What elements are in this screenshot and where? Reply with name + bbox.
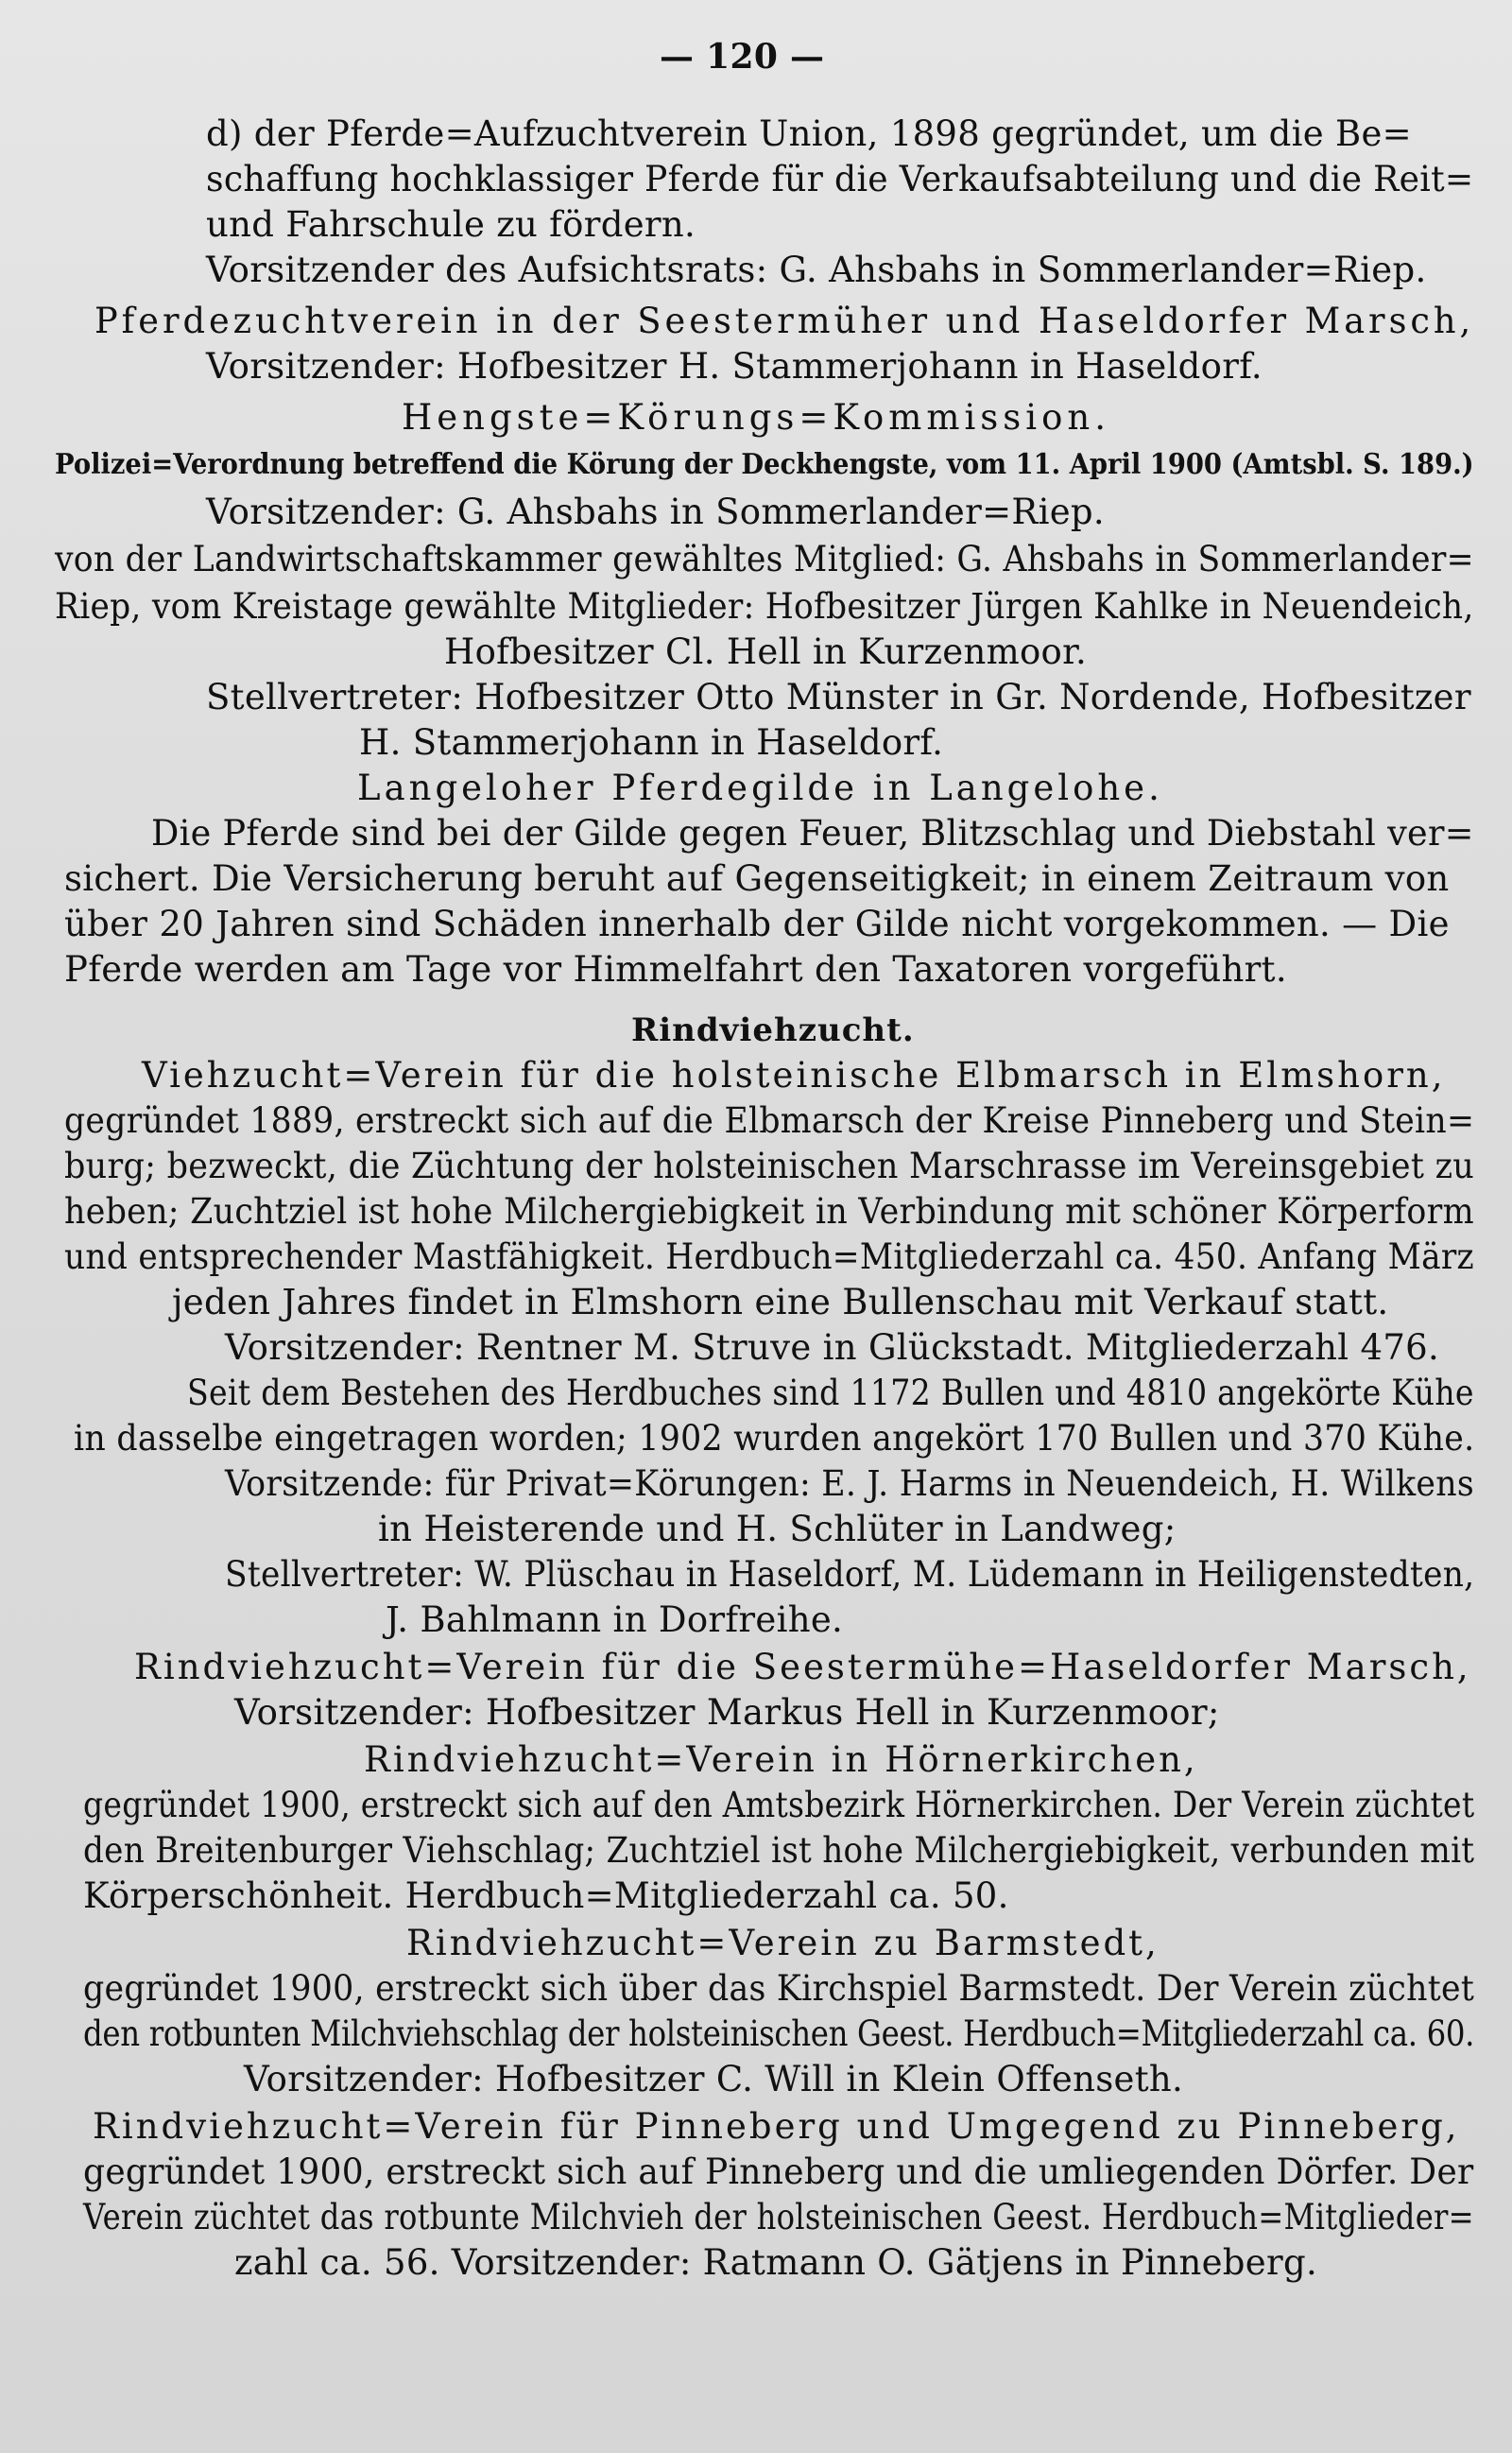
text-line: burg; bezweckt, die Züchtung der holsteinischen Marschrasse im Vereinsgebiet zu xyxy=(64,1146,1475,1186)
text-line: den rotbunten Milchviehschlag der holsteinischen Geest. Herdbuch=Mitgliederzahl ca. 60. xyxy=(83,2013,1475,2054)
text-line: Vorsitzender des Aufsichtsrats: G. Ahsbahs in Sommerlander=Riep. xyxy=(206,250,1427,290)
text-line: Seit dem Bestehen des Herdbuches sind 1172 Bullen und 4810 angekörte Kühe xyxy=(187,1373,1474,1413)
text-line: Vorsitzender: Rentner M. Struve in Glückstadt. Mitgliederzahl 476. xyxy=(225,1327,1440,1368)
text-line: Stellvertreter: W. Plüschau in Haseldorf, M. Lüdemann in Heiligenstedten, xyxy=(225,1554,1475,1595)
text-line: Körperschönheit. Herdbuch=Mitgliederzahl ca. 50. xyxy=(83,1875,1009,1916)
text-line: Vorsitzender: Hofbesitzer H. Stammerjohann in Haseldorf. xyxy=(206,346,1263,387)
text-line: Vorsitzender: Hofbesitzer Markus Hell in Kurzenmoor; xyxy=(234,1692,1220,1733)
text-line: jeden Jahres findet in Elmshorn eine Bullenschau mit Verkauf statt. xyxy=(172,1282,1389,1322)
text-line: sichert. Die Versicherung beruht auf Gegenseitigkeit; in einem Zeitraum von xyxy=(64,858,1450,899)
text-line: in dasselbe eingetragen worden; 1902 wurden angekört 170 Bullen und 370 Kühe. xyxy=(74,1418,1475,1459)
section-heading: Hengste=Körungs=Kommission. xyxy=(402,397,1110,438)
text-line: Die Pferde sind bei der Gilde gegen Feuer, Blitzschlag und Diebstahl ver= xyxy=(151,813,1474,854)
text-line: über 20 Jahren sind Schäden innerhalb der Gilde nicht vorgekommen. — Die xyxy=(64,904,1450,944)
text-line: Riep, vom Kreistage gewählte Mitglieder: Hofbesitzer Jürgen Kahlke in Neuendeich, xyxy=(55,586,1474,627)
text-line: zahl ca. 56. Vorsitzender: Ratmann O. Gätjens in Pinneberg. xyxy=(234,2242,1318,2283)
section-heading: Rindviehzucht=Verein für Pinneberg und Umgegend zu Pinneberg, xyxy=(93,2106,1460,2147)
text-line: gegründet 1889, erstreckt sich auf die Elbmarsch der Kreise Pinneberg und Stein= xyxy=(64,1100,1475,1141)
text-line: schaffung hochklassiger Pferde für die Verkaufsabteilung und die Reit= xyxy=(206,159,1474,199)
text-line: Vorsitzender: G. Ahsbahs in Sommerlander=Riep. xyxy=(206,492,1105,532)
section-heading: Pferdezuchtverein in der Seestermüher und Haseldorfer Marsch, xyxy=(94,301,1475,341)
text-line: J. Bahlmann in Dorfreihe. xyxy=(386,1599,844,1640)
section-heading: Langeloher Pferdegilde in Langelohe. xyxy=(357,768,1163,808)
text-line: Vorsitzende: für Privat=Körungen: E. J. Harms in Neuendeich, H. Wilkens xyxy=(225,1463,1475,1504)
text-line: H. Stammerjohann in Haseldorf. xyxy=(359,722,944,763)
section-title: Rindviehzucht. xyxy=(631,1011,915,1049)
text-line: d) der Pferde=Aufzuchtverein Union, 1898 gegründet, um die Be= xyxy=(206,113,1412,154)
text-line: gegründet 1900, erstreckt sich auf den Amtsbezirk Hörnerkirchen. Der Verein züchtet xyxy=(83,1785,1475,1825)
text-line: Pferde werden am Tage vor Himmelfahrt den Taxatoren vorgeführt. xyxy=(64,949,1287,990)
text-line: Verein züchtet das rotbunte Milchvieh der holsteinischen Geest. Herdbuch=Mitglieder= xyxy=(83,2197,1474,2237)
text-line: Vorsitzender: Hofbesitzer C. Will in Klein Offenseth. xyxy=(244,2059,1184,2099)
text-line: Stellvertreter: Hofbesitzer Otto Münster in Gr. Nordende, Hofbesitzer xyxy=(206,677,1471,717)
text-line: heben; Zuchtziel ist hohe Milchergiebigkeit in Verbindung mit schöner Körperform xyxy=(64,1191,1474,1232)
text-line: gegründet 1900, erstreckt sich über das Kirchspiel Barmstedt. Der Verein züchtet xyxy=(83,1968,1475,2009)
text-line: den Breitenburger Viehschlag; Zuchtziel ist hohe Milchergiebigkeit, verbunden mit xyxy=(83,1830,1475,1871)
text-line: von der Landwirtschaftskammer gewähltes Mitglied: G. Ahsbahs in Sommerlander= xyxy=(55,539,1474,579)
text-line: und Fahrschule zu fördern. xyxy=(206,204,696,245)
text-line: in Heisterende und H. Schlüter in Landweg; xyxy=(378,1509,1177,1549)
section-heading: Rindviehzucht=Verein zu Barmstedt, xyxy=(406,1923,1160,1963)
section-heading: Rindviehzucht=Verein für die Seestermühe=Haseldorfer Marsch, xyxy=(134,1647,1471,1687)
text-line: und entsprechender Mastfähigkeit. Herdbuch=Mitgliederzahl ca. 450. Anfang März xyxy=(64,1236,1474,1277)
section-heading: Rindviehzucht=Verein in Hörnerkirchen, xyxy=(364,1739,1198,1780)
section-heading: Viehzucht=Verein für die holsteinische Elbmarsch in Elmshorn, xyxy=(142,1055,1446,1096)
page-number: — 120 — xyxy=(660,37,825,77)
text-line: Hofbesitzer Cl. Hell in Kurzenmoor. xyxy=(444,631,1088,672)
text-line: gegründet 1900, erstreckt sich auf Pinneberg und die umliegenden Dörfer. Der xyxy=(83,2151,1474,2192)
text-line: Polizei=Verordnung betreffend die Körung der Deckhengste, vom 11. April 1900 (Amtsbl. S. 189.) xyxy=(55,448,1474,481)
